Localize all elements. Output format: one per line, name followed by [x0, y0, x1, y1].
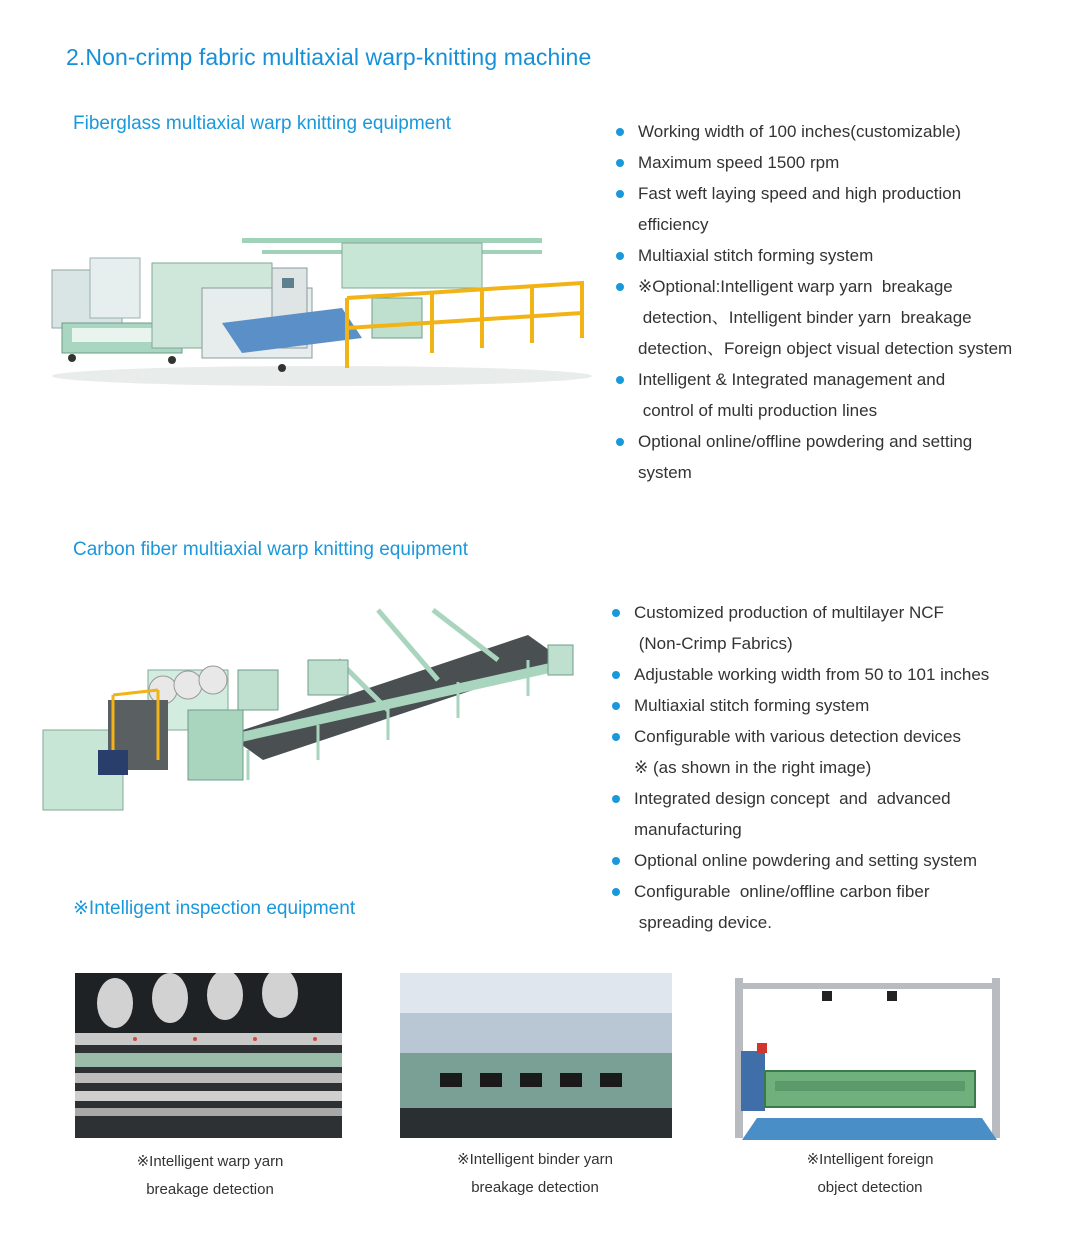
caption-warp-yarn: ※Intelligent warp yarn breakage detection	[136, 1153, 284, 1198]
fiberglass-item-text: control of multi production lines	[638, 401, 878, 420]
fiberglass-item	[614, 178, 1054, 240]
foreign-object-detection-image	[727, 973, 1005, 1140]
fiberglass-item-text: Fast weft laying speed and high production	[638, 184, 962, 203]
carbon-machine-image	[38, 600, 583, 830]
carbon-item	[610, 876, 1050, 938]
carbon-item	[610, 690, 1050, 721]
carbon-heading: Carbon fiber multiaxial warp knitting equipment	[73, 539, 468, 560]
inspection-heading: ※Intelligent inspection equipment	[73, 898, 356, 919]
fiberglass-item	[614, 147, 1054, 178]
fiberglass-item-text: efficiency	[638, 215, 709, 234]
carbon-item-text: Adjustable working width from 50 to 101 inches	[634, 665, 990, 684]
fiberglass-machine-image	[42, 228, 598, 388]
carbon-item	[610, 597, 1050, 659]
fiberglass-item-text: Intelligent & Integrated management and	[638, 370, 946, 389]
fiberglass-item	[614, 426, 1054, 488]
fiberglass-item-text: detection、Foreign object visual detection system	[638, 339, 1013, 358]
page-title: 2.Non-crimp fabric multiaxial warp-knitting machine	[66, 44, 592, 70]
carbon-item-text: Customized production of multilayer NCF	[634, 603, 944, 622]
carbon-item-text: Configurable online/offline carbon fiber	[634, 882, 930, 901]
carbon-item-text: Integrated design concept and advanced	[634, 789, 951, 808]
fiberglass-item	[614, 364, 1054, 426]
carbon-feature-list	[610, 597, 1050, 938]
fiberglass-item	[614, 271, 1054, 364]
fiberglass-item-text: Maximum speed 1500 rpm	[638, 153, 840, 172]
fiberglass-item-text: Working width of 100 inches(customizable)	[638, 122, 961, 141]
caption-foreign-object: ※Intelligent foreign object detection	[806, 1151, 934, 1196]
fiberglass-feature-list	[614, 116, 1054, 488]
carbon-item	[610, 659, 1050, 690]
fiberglass-item-text: ※Optional:Intelligent warp yarn breakage	[638, 277, 953, 296]
carbon-item-text: (Non-Crimp Fabrics)	[634, 634, 793, 653]
carbon-item-text: manufacturing	[634, 820, 742, 839]
carbon-item-text: spreading device.	[634, 913, 772, 932]
binder-yarn-detection-image	[400, 973, 672, 1138]
fiberglass-item	[614, 240, 1054, 271]
warp-yarn-detection-image	[75, 973, 342, 1138]
fiberglass-item-text: detection、Intelligent binder yarn breakage	[638, 308, 972, 327]
carbon-item	[610, 721, 1050, 783]
carbon-item-text: Configurable with various detection devices	[634, 727, 961, 746]
fiberglass-heading: Fiberglass multiaxial warp knitting equipment	[73, 113, 452, 134]
fiberglass-item-text: system	[638, 463, 692, 482]
fiberglass-item	[614, 116, 1054, 147]
carbon-item	[610, 783, 1050, 845]
carbon-item-text: Optional online powdering and setting system	[634, 851, 978, 870]
carbon-item-text: Multiaxial stitch forming system	[634, 696, 870, 715]
carbon-item	[610, 845, 1050, 876]
carbon-item-text: ※ (as shown in the right image)	[634, 758, 872, 777]
fiberglass-item-text: Multiaxial stitch forming system	[638, 246, 874, 265]
caption-binder-yarn: ※Intelligent binder yarn breakage detection	[457, 1151, 613, 1196]
fiberglass-item-text: Optional online/offline powdering and setting	[638, 432, 973, 451]
